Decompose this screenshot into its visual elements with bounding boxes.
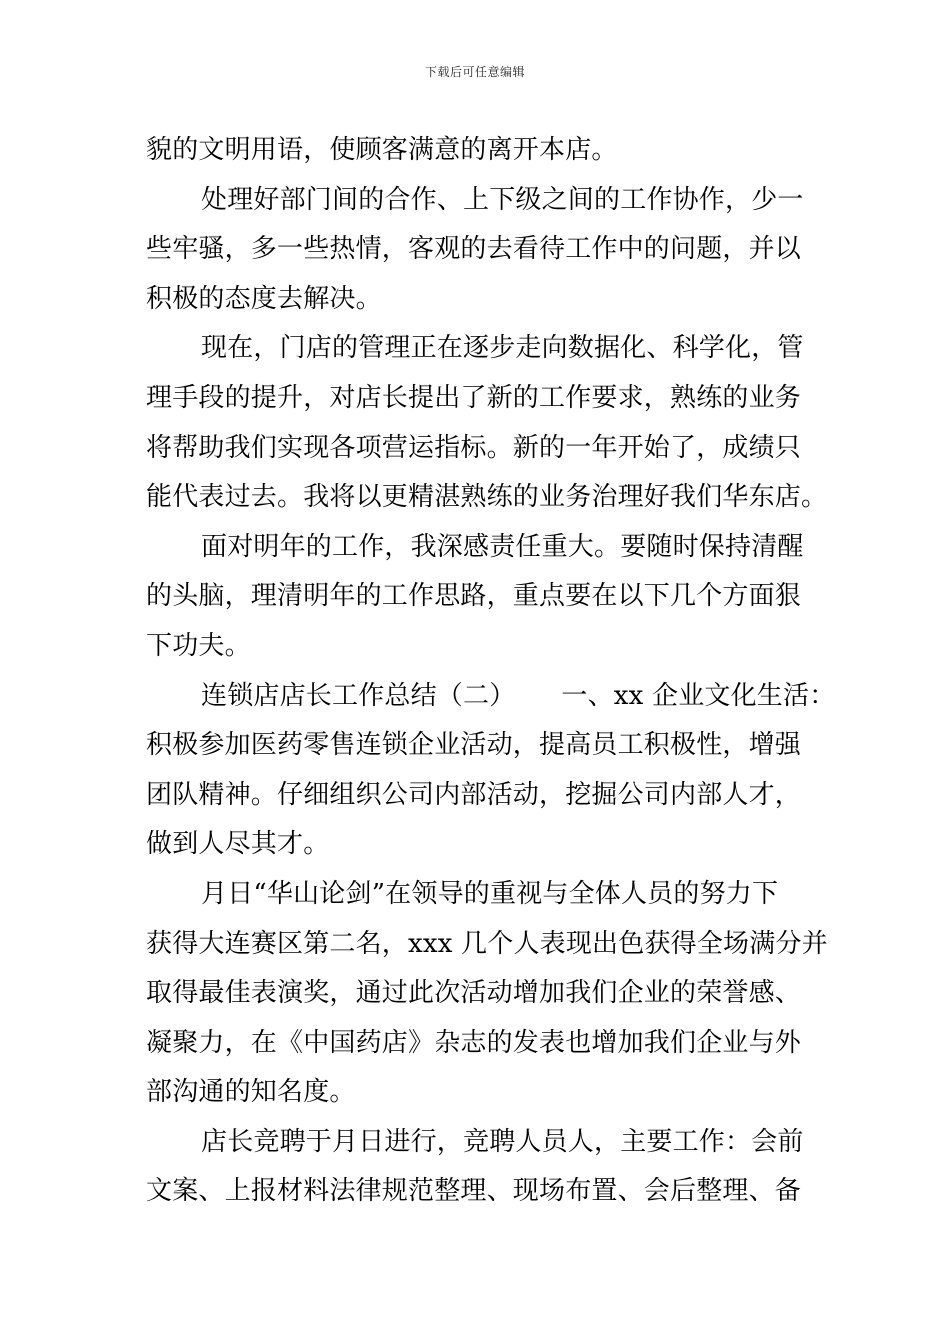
text-line: 部沟通的知名度。 bbox=[146, 1077, 356, 1108]
text-line: 理手段的提升，对店长提出了新的工作要求，熟练的业务 bbox=[146, 382, 802, 413]
text-line: 的头脑，理清明年的工作思路，重点要在以下几个方面狠 bbox=[146, 581, 802, 612]
text-line: 些牢骚，多一些热情，客观的去看待工作中的问题，并以 bbox=[146, 234, 802, 265]
text-line: 处理好部门间的合作、上下级之间的工作协作，少一 bbox=[201, 184, 804, 215]
text-line: 将帮助我们实现各项营运指标。新的一年开始了，成绩只 bbox=[146, 432, 802, 463]
text-line: 积极参加医药零售连锁企业活动，提高员工积极性，增强 bbox=[146, 730, 802, 761]
text-line: 团队精神。仔细组织公司内部活动，挖掘公司内部人才， bbox=[146, 779, 802, 810]
text-line: 月日“华山论剑”在领导的重视与全体人员的努力下 bbox=[201, 878, 779, 909]
text-line: 积极的态度去解决。 bbox=[146, 283, 382, 314]
text-line: 下功夫。 bbox=[146, 630, 251, 661]
document-body bbox=[146, 126, 836, 1217]
text-line: 店长竞聘于月日进行，竞聘人员人，主要工作：会前 bbox=[201, 1126, 804, 1157]
text-line: 现在，门店的管理正在逐步走向数据化、科学化，管 bbox=[201, 333, 804, 364]
text-line: 貌的文明用语，使顾客满意的离开本店。 bbox=[146, 135, 618, 165]
text-line: 做到人尽其才。 bbox=[146, 829, 330, 860]
page-header: 下载后可任意编辑 bbox=[424, 65, 525, 79]
text-line: 文案、上报材料法律规范整理、现场布置、会后整理、备 bbox=[146, 1176, 802, 1207]
section-title: 连锁店店长工作总结（二） bbox=[201, 680, 516, 711]
text-line: 面对明年的工作，我深感责任重大。要随时保持清醒 bbox=[201, 531, 804, 562]
text-line: 凝聚力，在《中国药店》杂志的发表也增加我们企业与外 bbox=[146, 1027, 802, 1058]
text-line: 获得大连赛区第二名，xxx 几个人表现出色获得全场满分并 bbox=[146, 928, 828, 959]
section-title-line bbox=[146, 672, 836, 722]
text-line: 能代表过去。我将以更精湛熟练的业务治理好我们华东店。 bbox=[146, 482, 828, 513]
text-line: 取得最佳表演奖，通过此次活动增加我们企业的荣誉感、 bbox=[146, 978, 802, 1009]
section-heading-text: 一、xx 企业文化生活： bbox=[561, 680, 836, 711]
